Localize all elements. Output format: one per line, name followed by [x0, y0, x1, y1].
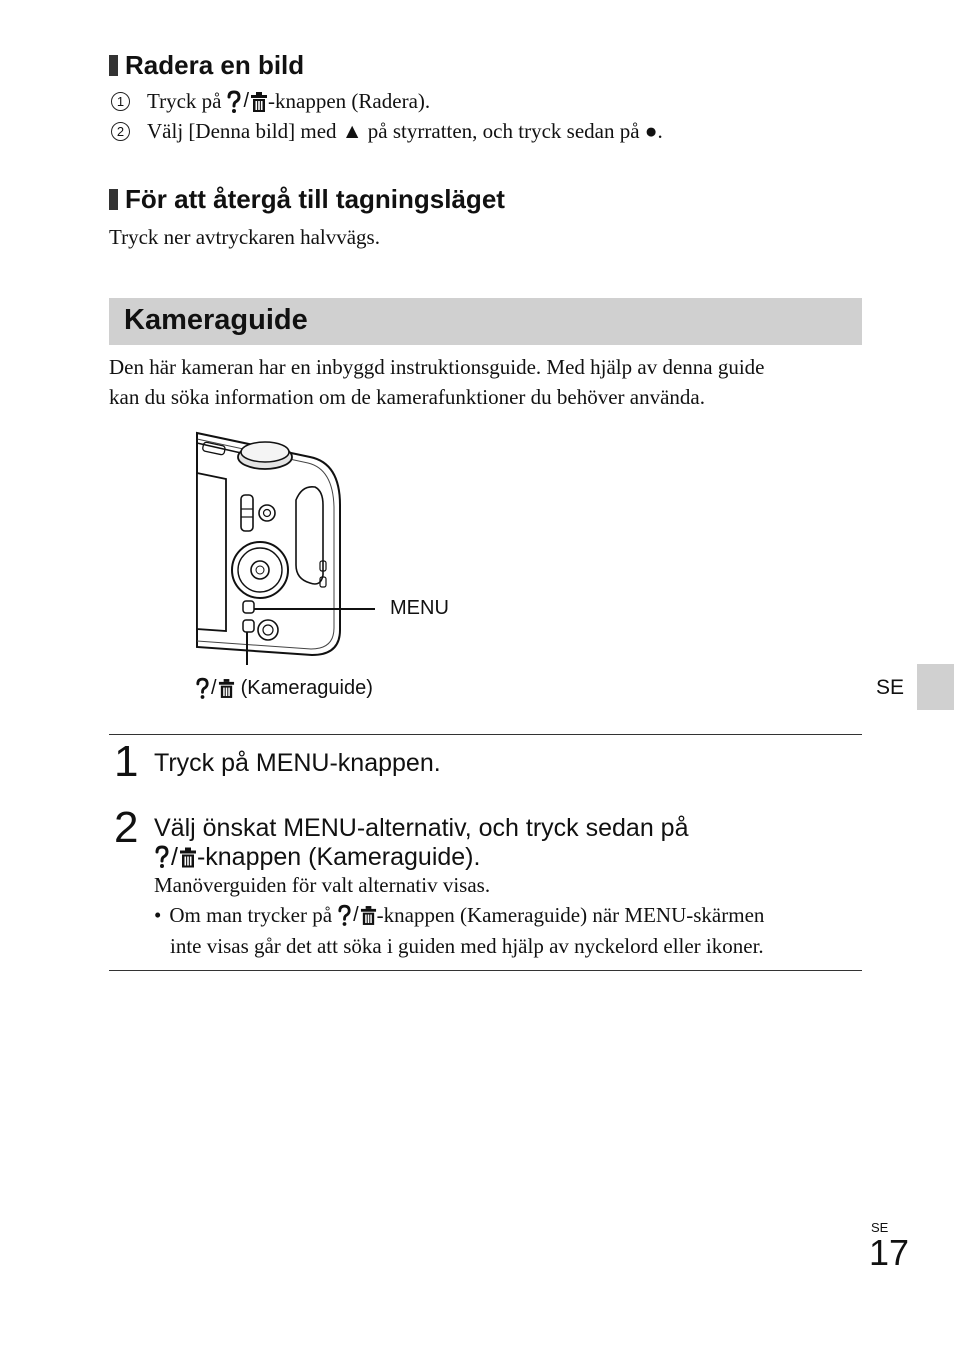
- slash-separator: /: [243, 90, 250, 112]
- step-2-bullet-line2: inte visas går det att söka i guiden med hjälp av nyckelord eller ikoner.: [170, 934, 764, 958]
- step-number-2: 2: [114, 803, 139, 852]
- step-title-2-line2: / -knappen (Kameraguide).: [154, 842, 480, 872]
- trash-icon: [218, 678, 235, 699]
- help-question-icon: [337, 904, 352, 927]
- step-radera-1: 1 Tryck på / -knappen (Radera).: [111, 89, 430, 114]
- help-question-icon: [195, 677, 210, 700]
- banner-title: Kameraguide: [124, 304, 308, 336]
- help-question-icon: [226, 90, 242, 114]
- step-title-2-line1: Välj önskat MENU-alternativ, och tryck sedan på: [154, 814, 689, 842]
- aterga-text: Tryck ner avtryckaren halvvägs.: [109, 225, 380, 249]
- trash-icon: [179, 846, 197, 869]
- step-marker: 1: [111, 92, 130, 111]
- menu-callout-label: MENU: [390, 597, 449, 619]
- steps-top-rule: [109, 734, 862, 735]
- step-title-1: Tryck på MENU-knappen.: [154, 749, 441, 777]
- step-radera-2: 2 Välj [Denna bild] med ▲ på styrratten, och tryck sedan på ●.: [111, 119, 663, 144]
- steps-bottom-rule: [109, 970, 862, 971]
- step-2-note: Manöverguiden för valt alternativ visas.: [154, 873, 491, 897]
- step-number-1: 1: [114, 737, 139, 786]
- footer-lang: SE: [871, 1220, 889, 1235]
- slash-separator: /: [171, 843, 178, 871]
- language-side-tab: [917, 664, 954, 710]
- section-banner: [109, 298, 862, 345]
- heading-radera: Radera en bild: [109, 50, 304, 81]
- heading-aterga: För att återgå till tagningsläget: [109, 184, 505, 215]
- side-tab-label: SE: [876, 676, 905, 699]
- trash-icon: [360, 905, 377, 926]
- step-2-bullet: • Om man trycker på / -knappen (Kameraguide) när MENU-skärmen: [154, 903, 765, 927]
- camera-illustration: [190, 425, 480, 665]
- step-marker: 2: [111, 122, 130, 141]
- intro-paragraph: Den här kameran har en inbyggd instruktionsguide. Med hjälp av denna guide kan du söka information om de kamerafunktioner du behöver använda.: [109, 355, 765, 409]
- trash-icon: [250, 91, 268, 113]
- section-marker: [109, 189, 118, 210]
- section-marker: [109, 55, 118, 76]
- help-question-icon: [154, 844, 170, 870]
- slash-separator: /: [211, 677, 217, 699]
- page-number: 17: [869, 1232, 910, 1273]
- guide-callout-label: / (Kameraguide): [195, 677, 373, 700]
- slash-separator: /: [353, 904, 359, 926]
- bullet-dot: •: [154, 903, 162, 927]
